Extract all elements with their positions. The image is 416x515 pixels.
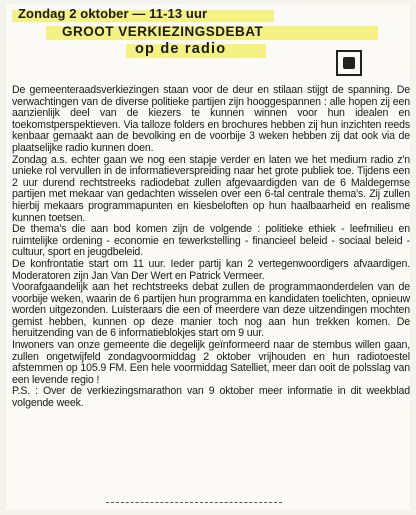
headline: GROOT VERKIEZINGSDEBAT [62, 24, 264, 39]
paragraph: De konfrontatie start om 11 uur. Ieder partij kan 2 vertegenwoordigers afvaardigen. Moderatoren zijn Jan Van Der Wert en Patrick Vermeer. [12, 257, 410, 282]
paragraph: De gemeenteraadsverkiezingen staan voor de deur en stilaan stijgt de spanning. De verwachtingen van de diverse politieke partijen zijn hooggespannen : alle hopen zij een aanzienlijk deel van de kiezers te kunnen winnen voor hun idealen en toekomstperspektieven. Via talloze folders en brochures hebben zij hun inzichten reeds kenbaar gemaakt aan de bevolking en de voorbije 3 weken hebben zij dat ook via de plaatselijke radio kunnen doen. [12, 84, 410, 154]
subheadline: op de radio [135, 41, 227, 57]
newspaper-clipping [6, 4, 410, 510]
paragraph: Voorafgaandelijk aan het rechtstreeks debat zullen de programmaonderdelen van de voorbije weken, waarin de 6 partijen hun programma en kandidaten toelichten, opnieuw worden uitgezonden. Luisteraars die een of meerdere van deze uitzendingen mochten gemist hebben, kunnen op deze manier toch nog aan hun trekken komen. De heruitzending van de 6 informatieblokjes start om 9 uur. [12, 281, 410, 340]
article-body [12, 85, 410, 410]
paragraph: Zondag a.s. echter gaan we nog een stapje verder en laten we het medium radio z'n unieke rol vervullen in de informatieverspreiding naar het grote publiek toe. Tijdens een 2 uur durend rechtstreeks radiodebat zullen afgevaardigden van de 6 Maldegemse partijen met mekaar van gedachten wisselen over een 6-tal centrale thema's. Zij zullen hierbij mekaars programmapunten en kiesbeloften op hun haalbaarheid en realisme kunnen toetsen. [12, 153, 410, 224]
paragraph: De thema's die aan bod komen zijn de volgende : politieke ethiek - leefmilieu en ruimtelijke ordening - economie en tewerkstelling - financieel beleid - sociaal beleid - cultuur, sport en jeugdbeleid. [12, 223, 410, 259]
paragraph: Inwoners van onze gemeente die degelijk geïnformeerd naar de stembus willen gaan, zullen ongetwijfeld zondagvoormiddag 2 oktober vrijhouden en hun radiotoestel afstemmen op 105.9 FM. Een hele voormiddag Satelliet, meer dan ooit de polsslag van een levende regio ! [12, 339, 410, 386]
divider [106, 502, 282, 503]
radio-logo-icon [336, 50, 362, 76]
paragraph: P.S. : Over de verkiezingsmarathon van 9 oktober meer informatie in dit weekblad volgende week. [12, 385, 410, 410]
date-line: Zondag 2 oktober — 11-13 uur [18, 6, 208, 21]
